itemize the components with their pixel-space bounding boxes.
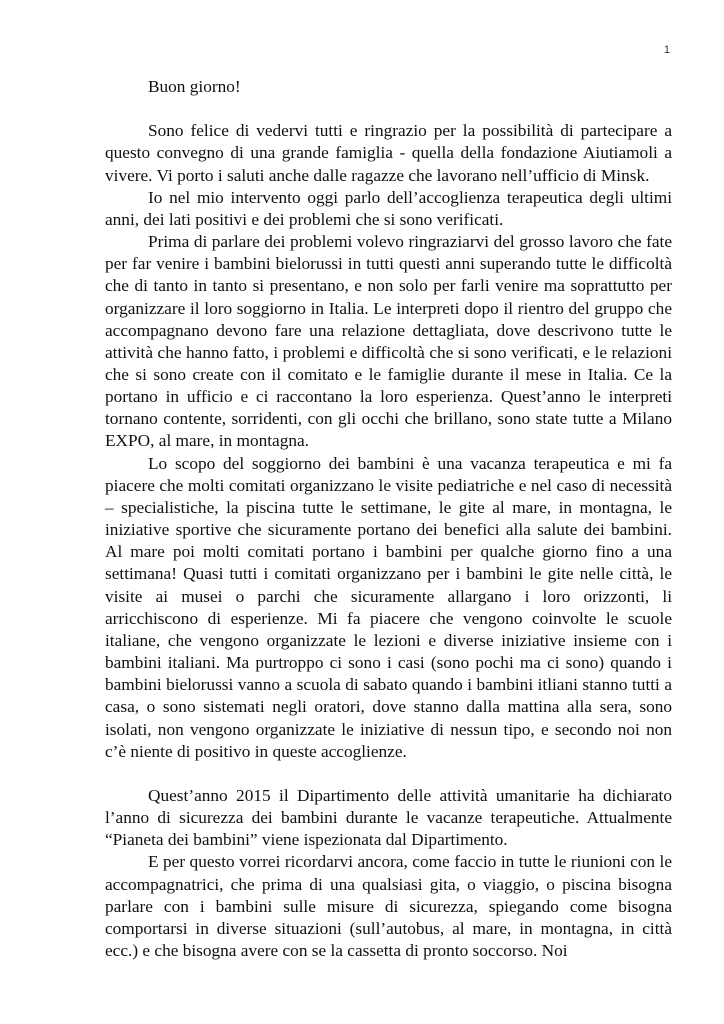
paragraph-safety-reminder: E per questo vorrei ricordarvi ancora, come faccio in tutte le riunioni con le accompagnatrici, che prima di una qualsiasi gita, o viaggio, o piscina bisogna parlare con i bambini sulle misure di sicurezza, spiegando come bisogna comportarsi in diverse situazioni (sull’autobus, al mare, in montagna, in città ecc.) e che bisogna avere con se la cassetta di pronto soccorso. Noi (105, 852, 672, 961)
paragraph-intro: Sono felice di vedervi tutti e ringrazio per la possibilità di partecipare a questo convegno di una grande famiglia - quella della fondazione Aiutiamoli a vivere. Vi porto i saluti anche dalle ragazze che lavorano nell’ufficio di Minsk. (105, 121, 672, 185)
paragraph-thanks: Prima di parlare dei problemi volevo ringraziarvi del grosso lavoro che fate per far venire i bambini bielorussi in tutti questi anni superando tutte le difficoltà che di tanto in tanto si presentano, e non solo per farli venire ma soprattutto per organizzare il loro soggiorno in Italia. Le interpreti dopo il rientro del gruppo che accompagnano devono fare una relazione dettagliata, dove descrivono tutte le attività che hanno fatto, i problemi e difficoltà che si sono verificati, e le relazioni che si sono create con il comitato e le famiglie durante il mese in Italia. Ce la portano in ufficio e ci raccontano la loro esperienza. Quest’anno le interpreti tornano contente, sorridenti, con gli occhi che brillano, sono state tutte a Milano EXPO, al mare, in montagna. (105, 232, 672, 451)
paragraph-topic: Io nel mio intervento oggi parlo dell’accoglienza terapeutica degli ultimi anni, dei lati positivi e dei problemi che si sono verificati. (105, 187, 672, 229)
document-body (105, 76, 672, 962)
page-number: 1 (663, 44, 670, 56)
paragraph-purpose: Lo scopo del soggiorno dei bambini è una vacanza terapeutica e mi fa piacere che molti comitati organizzano le visite pediatriche e nel caso di necessità – specialistiche, la piscina tutte le settimane, le gite al mare, in montagna, le iniziative sportive che sicuramente portano dei benefici alla salute dei bambini. Al mare poi molti comitati portano i bambini per qualche giorno fino a una settimana! Quasi tutti i comitati organizzano per i bambini le gite nelle città, le visite ai musei o parchi che sicuramente allargano i loro orizzonti, li arricchiscono di esperienze. Mi fa piacere che vengono coinvolte le scuole italiane, che vengono organizzate le lezioni e diverse iniziative insieme con i bambini italiani. Ma purtroppo ci sono i casi (sono pochi ma ci sono) quando i bambini bielorussi vanno a scuola di sabato quando i bambini itliani stanno tutti a casa, o sono sistemati negli oratori, dove stanno dalla mattina alla sera, sono isolati, non vengono organizzate le iniziative di nessun tipo, e secondo noi non c’è niente di positivo in queste accoglienze. (105, 453, 672, 761)
greeting: Buon giorno! (148, 77, 241, 96)
paragraph-safety-year: Quest’anno 2015 il Dipartimento delle attività umanitarie ha dichiarato l’anno di sicurezza dei bambini durante le vacanze terapeutiche. Attualmente “Pianeta dei bambini” viene ispezionata dal Dipartimento. (105, 785, 672, 850)
